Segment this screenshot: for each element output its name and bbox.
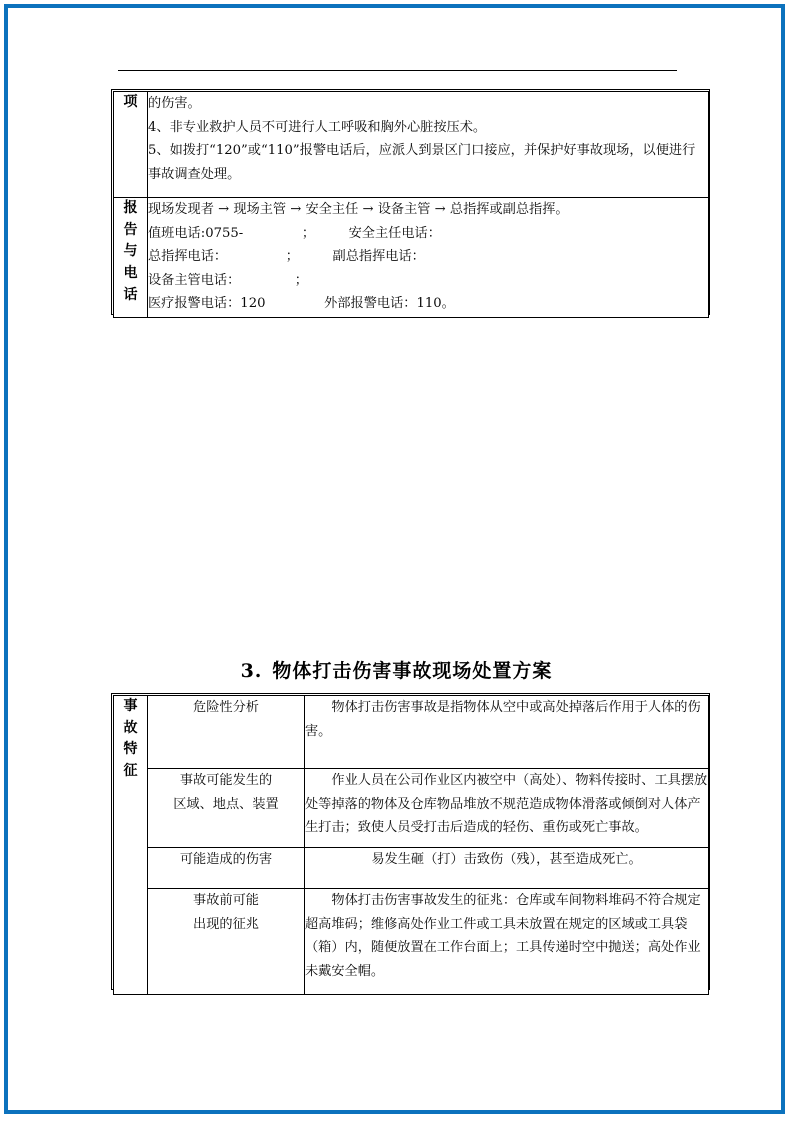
vlabel-char: 告 bbox=[123, 221, 138, 238]
paragraph: 易发生砸（打）击致伤（残），甚至造成死亡。 bbox=[371, 852, 642, 867]
section-heading bbox=[0, 656, 793, 683]
vlabel-char: 事 bbox=[123, 698, 138, 714]
header-rule bbox=[118, 70, 677, 71]
category-line: 事故前可能 bbox=[193, 893, 259, 908]
vlabel-char: 话 bbox=[123, 286, 138, 303]
row-label-accident-features bbox=[114, 696, 148, 995]
vlabel-char: 故 bbox=[123, 719, 138, 736]
row-label-item bbox=[114, 92, 148, 198]
table-emergency bbox=[113, 91, 709, 318]
table-row bbox=[114, 198, 709, 318]
paragraph: 4、非专业救护人员不可进行人工呼吸和胸外心脏按压术。 bbox=[148, 119, 487, 135]
phone-line-duty: 值班电话:0755- ； 安全主任电话： bbox=[148, 225, 441, 241]
paragraph: 物体打击伤害事故发生的征兆：仓库或车间物料堆码不符合规定超高堆码；维修高处作业工件或工具未放置在规定的区域或工具袋（箱）内，随便放置在工作台面上；工具传递时空中抛送；高处作业未戴安全帽。 bbox=[305, 893, 701, 979]
table-row bbox=[114, 92, 709, 198]
vlabel-char: 电 bbox=[123, 265, 138, 282]
content-hazard-analysis bbox=[305, 696, 709, 769]
paragraph: 作业人员在公司作业区内被空中（高处）、物料传接时、工具摆放处等掉落的物体及仓库物品堆放不规范造成物体滑落或倾倒对人体产生打击；致使人员受打击后造成的轻伤、重伤或死亡事故。 bbox=[305, 773, 708, 835]
category-accident-area bbox=[148, 769, 305, 848]
table-accident bbox=[113, 695, 709, 995]
category-line: 可能造成的伤害 bbox=[179, 852, 273, 867]
phone-line-equipment: 设备主管电话： ； bbox=[148, 272, 308, 288]
content-pre-accident-signs bbox=[305, 889, 709, 995]
phone-line-emergency-numbers: 医疗报警电话：120 外部报警电话：110。 bbox=[148, 296, 455, 311]
paragraph: 5、如拨打“120”或“110”报警电话后，应派人到景区门口接应，并保护好事故现场，以便进行事故调查处理。 bbox=[148, 143, 696, 182]
table-row bbox=[114, 848, 709, 889]
category-hazard-analysis bbox=[148, 696, 305, 769]
content-possible-injury bbox=[305, 848, 709, 889]
category-line: 出现的征兆 bbox=[193, 917, 259, 933]
paragraph: 物体打击伤害事故是指物体从空中或高处掉落后作用于人体的伤害。 bbox=[305, 700, 701, 739]
vlabel-char: 项 bbox=[123, 94, 138, 110]
vlabel-char: 与 bbox=[123, 243, 138, 260]
vlabel-char: 征 bbox=[123, 763, 138, 780]
row-content-report-phone bbox=[148, 198, 709, 318]
table-row bbox=[114, 696, 709, 769]
section-title: 物体打击伤害事故现场处置方案 bbox=[272, 660, 553, 682]
row-content-item bbox=[148, 92, 709, 198]
category-line: 危险性分析 bbox=[193, 700, 259, 715]
section-number: 3. bbox=[240, 660, 263, 682]
category-possible-injury bbox=[148, 848, 305, 889]
vlabel-char: 特 bbox=[123, 741, 138, 758]
content-accident-area bbox=[305, 769, 709, 848]
vlabel-char: 报 bbox=[123, 200, 138, 216]
table-row bbox=[114, 769, 709, 848]
category-pre-accident-signs bbox=[148, 889, 305, 995]
escalation-chain: 现场发现者 → 现场主管 → 安全主任 → 设备主管 → 总指挥或副总指挥。 bbox=[148, 202, 569, 217]
category-line: 事故可能发生的 bbox=[179, 773, 273, 788]
paragraph: 的伤害。 bbox=[148, 96, 201, 111]
row-label-report-phone bbox=[114, 198, 148, 318]
table-row bbox=[114, 889, 709, 995]
category-line: 区域、地点、装置 bbox=[173, 797, 279, 813]
phone-line-commander: 总指挥电话： ； 副总指挥电话： bbox=[148, 249, 425, 264]
